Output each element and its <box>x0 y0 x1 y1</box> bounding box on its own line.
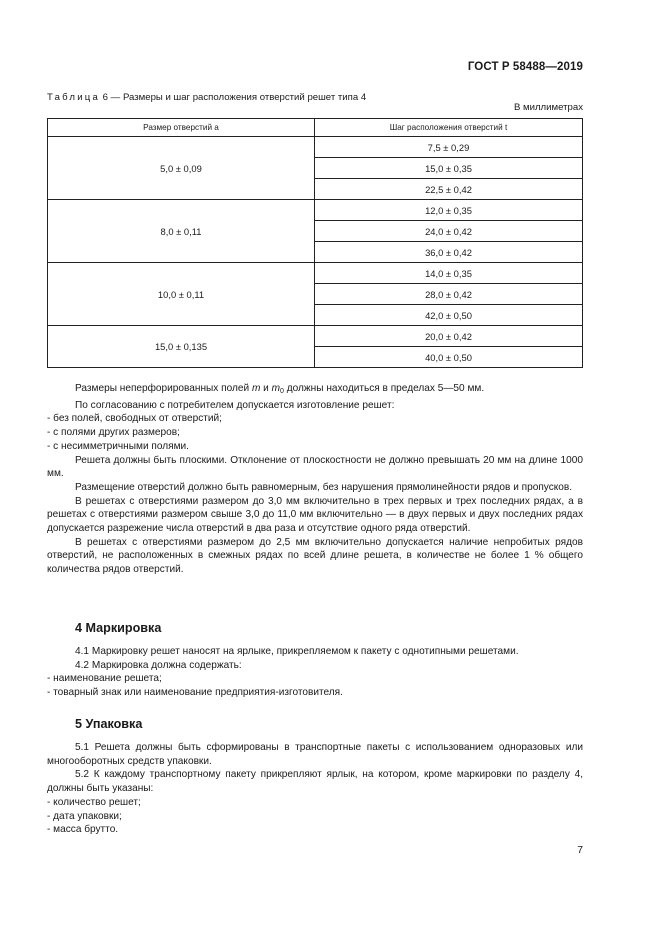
sieve-holes-table <box>47 118 583 368</box>
paragraph-5-1: 5.1 Решета должны быть сформированы в транспортные пакеты с использованием одноразовых или многооборотных средств упаковки. <box>47 742 583 767</box>
page-number: 7 <box>577 845 583 856</box>
header-hole-size: Размер отверстий a <box>48 119 315 137</box>
table-row <box>48 263 583 284</box>
paragraph-5-2: 5.2 К каждому транспортному пакету прикрепляют ярлык, на котором, кроме маркировки по разделу 4, должны быть указаны: <box>47 769 583 795</box>
paragraph-4-1: 4.1 Маркировку решет наносят на ярлыке, прикрепляемом к пакету с однотипными решетами. <box>75 646 519 657</box>
section-4-heading: 4 Маркировка <box>75 621 162 635</box>
hole-size-cell: 10,0 ± 0,11 <box>48 263 315 326</box>
symbol-subscript: 0 <box>280 388 284 395</box>
hole-pitch-cell: 7,5 ± 0,29 <box>315 137 583 158</box>
header-hole-pitch: Шаг расположения отверстий t <box>315 119 583 137</box>
list-item: - с несимметричными полями. <box>47 440 189 452</box>
symbol-m0: m <box>271 383 281 394</box>
list-item: - товарный знак или наименование предприятия-изготовителя. <box>47 687 343 699</box>
table-caption <box>47 92 366 103</box>
list-item: - наименование решета; <box>47 673 162 685</box>
text-fragment: и <box>260 383 272 394</box>
text-fragment: должны находиться в пределах 5—50 мм. <box>283 383 485 394</box>
list-item: - с полями других размеров; <box>47 427 180 439</box>
table-header-row <box>48 119 583 137</box>
hole-pitch-cell: 36,0 ± 0,42 <box>315 242 583 263</box>
table-caption-label: Таблица <box>47 92 101 103</box>
table-units: В миллиметрах <box>513 102 583 113</box>
hole-pitch-cell: 42,0 ± 0,50 <box>315 305 583 326</box>
hole-pitch-cell: 40,0 ± 0,50 <box>315 347 583 368</box>
table-row <box>48 326 583 347</box>
list-item: - дата упаковки; <box>47 810 122 822</box>
hole-pitch-cell: 28,0 ± 0,42 <box>315 284 583 305</box>
paragraph-thinning: В решетах с отверстиями размером до 3,0 мм включительно в трех первых и трех последних рядах, а в решетах с отверстиями размером свыше 3,0 до 11,0 мм включительно — в двух первых и двух последних рядах допускается разрежение числа отверстий в два раза и отсутствие одного ряда отверстий. <box>47 495 583 535</box>
list-item: - масса брутто. <box>47 824 119 836</box>
hole-pitch-cell: 15,0 ± 0,35 <box>315 158 583 179</box>
table-row <box>48 200 583 221</box>
section-5-text <box>47 741 583 837</box>
paragraph-uniformity: Размещение отверстий должно быть равномерным, без нарушения прямолинейности рядов и пропусков. <box>75 481 573 493</box>
requirements-text <box>47 382 583 577</box>
hole-pitch-cell: 24,0 ± 0,42 <box>315 221 583 242</box>
section-4-text <box>47 645 583 700</box>
paragraph-flatness: Решета должны быть плоскими. Отклонение от плоскостности не должно превышать 20 мм на длине 1000 мм. <box>47 454 583 480</box>
hole-pitch-cell: 12,0 ± 0,35 <box>315 200 583 221</box>
text-fragment: Размеры неперфорированных полей <box>75 383 252 394</box>
paragraph-fields <box>75 382 583 399</box>
table-row <box>48 137 583 158</box>
hole-pitch-cell: 22,5 ± 0,42 <box>315 179 583 200</box>
hole-size-cell: 8,0 ± 0,11 <box>48 200 315 263</box>
hole-size-cell: 15,0 ± 0,135 <box>48 326 315 368</box>
list-item: - без полей, свободных от отверстий; <box>47 413 222 425</box>
list-item: - количество решет; <box>47 796 141 808</box>
section-5-heading: 5 Упаковка <box>75 717 143 731</box>
table-caption-text: 6 — Размеры и шаг расположения отверстий решет типа 4 <box>100 92 367 103</box>
hole-pitch-cell: 20,0 ± 0,42 <box>315 326 583 347</box>
paragraph-4-2: 4.2 Маркировка должна содержать: <box>75 659 242 671</box>
paragraph-agreement: По согласованию с потребителем допускается изготовление решет: <box>75 399 395 411</box>
hole-size-cell: 5,0 ± 0,09 <box>48 137 315 200</box>
hole-pitch-cell: 14,0 ± 0,35 <box>315 263 583 284</box>
standard-code: ГОСТ Р 58488—2019 <box>467 61 583 73</box>
symbol-m: m <box>251 383 261 394</box>
paragraph-unpunched: В решетах с отверстиями размером до 2,5 мм включительно допускается наличие непробитых рядов отверстий, не расположенных в смежных рядах по всей длине решета, в количестве не более 1 % общего количества рядов отверстий. <box>47 536 583 576</box>
